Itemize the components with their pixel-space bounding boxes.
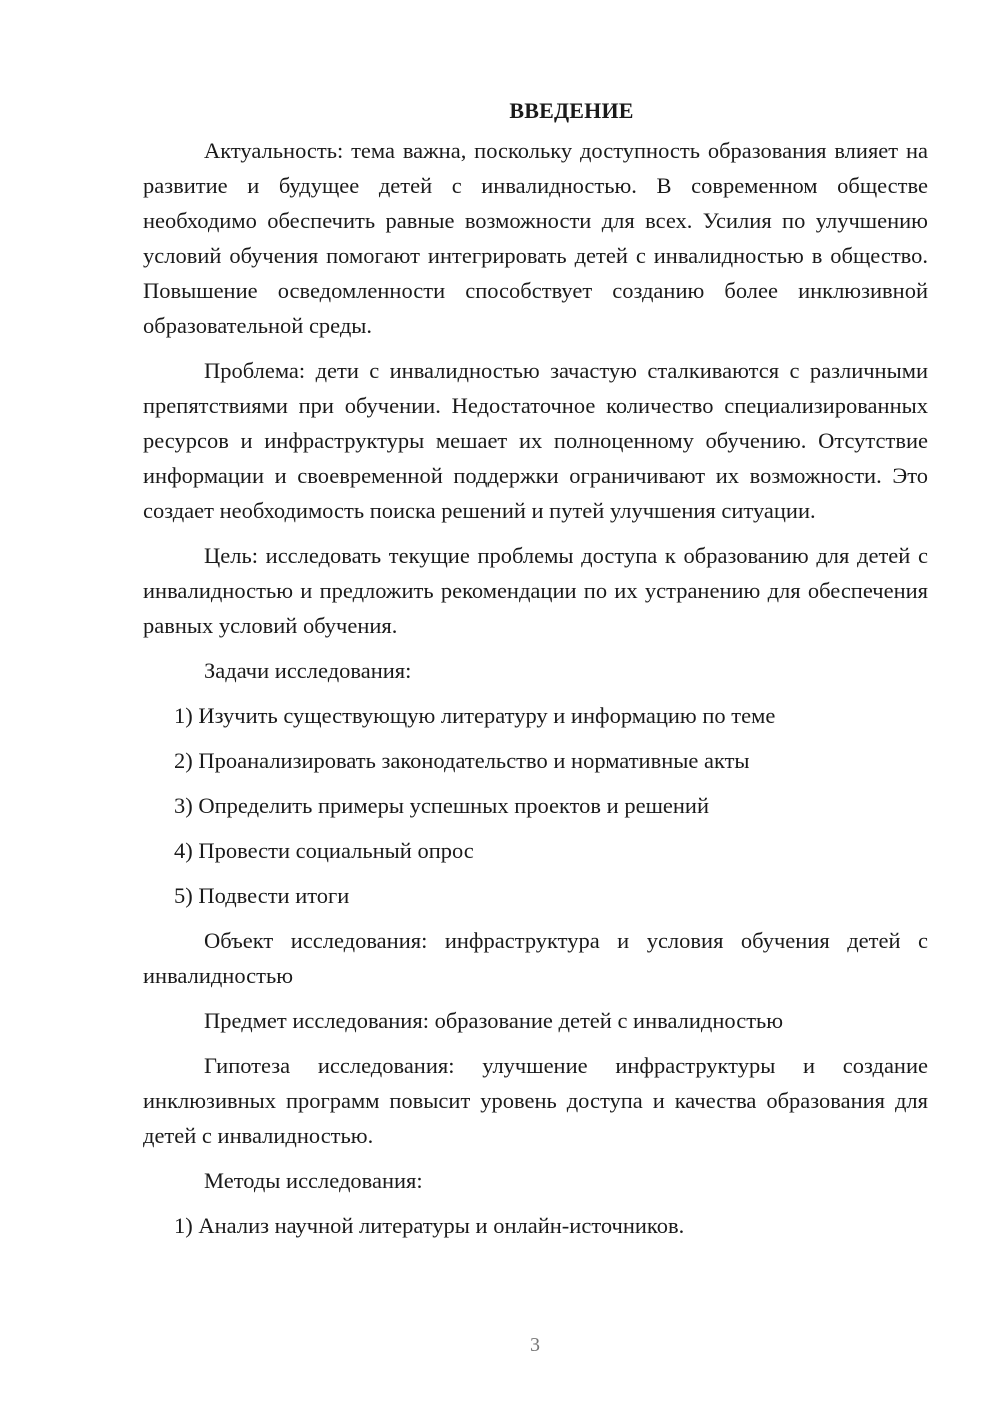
methods-list bbox=[143, 1208, 928, 1243]
relevance-paragraph: Актуальность: тема важна, поскольку доступность образования влияет на развитие и будущее детей с инвалидностью. В современном обществе необходимо обеспечить равные возможности для всех. Усилия по улучшению условий обучения помогают интегрировать детей с инвалидностью в общество. Повышение осведомленности способствует созданию более инклюзивной образовательной среды. bbox=[143, 138, 928, 338]
tasks-list bbox=[143, 698, 928, 913]
subject-paragraph: Предмет исследования: образование детей с инвалидностью bbox=[204, 1008, 784, 1033]
page-title: ВВЕДЕНИЕ bbox=[509, 98, 634, 123]
tasks-title: Задачи исследования: bbox=[204, 658, 412, 683]
problem-paragraph: Проблема: дети с инвалидностью зачастую сталкиваются с различными препятствиями при обучении. Недостаточное количество специализированных ресурсов и инфраструктуры мешает их полноценному обучению. Отсутствие информации и своевременной поддержки ограничивают их возможности. Это создает необходимость поиска решений и путей улучшения ситуации. bbox=[143, 358, 928, 523]
task-item: 1) Изучить существующую литературу и информацию по теме bbox=[174, 703, 776, 728]
task-item: 2) Проанализировать законодательство и нормативные акты bbox=[174, 748, 750, 773]
method-item: 1) Анализ научной литературы и онлайн-источников. bbox=[174, 1213, 685, 1238]
task-item: 4) Провести социальный опрос bbox=[174, 838, 474, 863]
task-item: 3) Определить примеры успешных проектов и решений bbox=[174, 793, 710, 818]
page-number: 3 bbox=[530, 1334, 540, 1356]
methods-title: Методы исследования: bbox=[204, 1168, 423, 1193]
task-item: 5) Подвести итоги bbox=[174, 883, 350, 908]
document-page bbox=[143, 94, 928, 1253]
hypothesis-paragraph: Гипотеза исследования: улучшение инфраструктуры и создание инклюзивных программ повысит уровень доступа и качества образования для детей с инвалидностью. bbox=[143, 1053, 928, 1148]
object-paragraph: Объект исследования: инфраструктура и условия обучения детей с инвалидностью bbox=[143, 928, 928, 988]
goal-paragraph: Цель: исследовать текущие проблемы доступа к образованию для детей с инвалидностью и предложить рекомендации по их устранению для обеспечения равных условий обучения. bbox=[143, 543, 928, 638]
